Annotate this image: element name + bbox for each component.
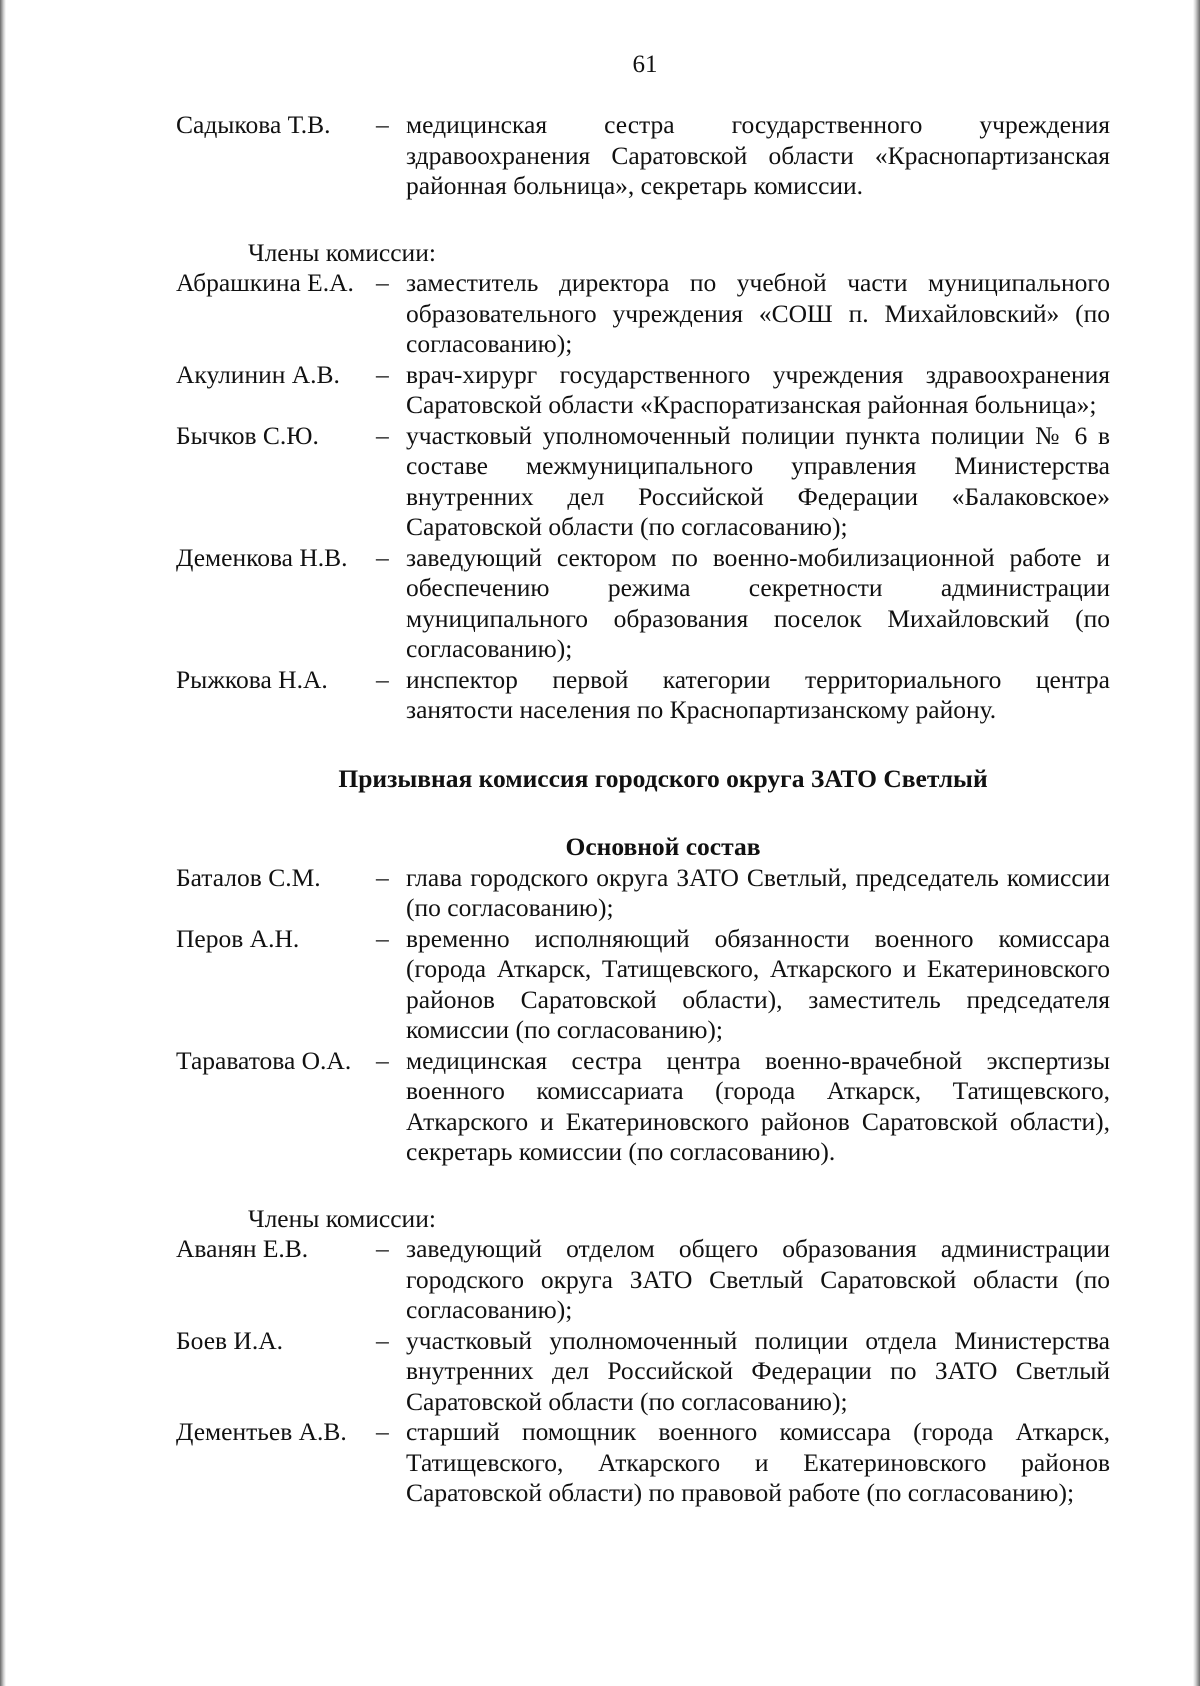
entry-dash: – xyxy=(376,862,389,892)
entry-dash: – xyxy=(376,110,389,139)
entry-dash: – xyxy=(376,542,389,572)
page-number: 61 xyxy=(632,51,658,78)
member-entry xyxy=(176,1326,1110,1418)
entry-name: Рыжкова Н.А. xyxy=(176,664,328,694)
entry-description: временно исполняющий обязанности военного комиссара (города Аткарск, Татищевского, Аткарского и Екатериновского районов Саратовской области), заместитель председателя комиссии (по согласованию); xyxy=(406,923,1110,1044)
entry-name: Тараватова О.А. xyxy=(176,1045,352,1075)
section-subheading: Основной состав xyxy=(565,832,761,861)
entry-dash: – xyxy=(376,1045,389,1075)
member-entry xyxy=(176,1234,1110,1326)
entry-dash: – xyxy=(376,664,389,694)
leader-entry xyxy=(176,863,1110,924)
entry-description: заведующий отделом общего образования администрации городского округа ЗАТО Светлый Саратовской области (по согласованию); xyxy=(406,1234,1110,1324)
entry-description: участковый уполномоченный полиции отдела Министерства внутренних дел Российской Федерации по ЗАТО Светлый Саратовской области (по согласованию); xyxy=(406,1325,1110,1416)
entry-description: старший помощник военного комиссара (города Аткарск, Татищевского, Аткарского и Екатериновского районов Саратовской области) по правовой работе (по согласованию); xyxy=(406,1417,1110,1507)
entry-dash: – xyxy=(376,1325,389,1355)
scan-edge-left xyxy=(0,0,6,1686)
entry-dash: – xyxy=(376,1234,389,1263)
entry-name: Акулинин А.В. xyxy=(176,359,340,389)
entry-description: врач-хирург государственного учреждения здравоохранения Саратовской области «Краспоратизанская районная больница»; xyxy=(406,359,1110,419)
member-entry xyxy=(176,665,1110,726)
entry-dash: – xyxy=(376,268,389,297)
entry-name: Абрашкина Е.А. xyxy=(176,268,354,297)
entry-description: медицинская сестра государственного учреждения здравоохранения Саратовской области «Краснопартизанская районная больница», секретарь комиссии. xyxy=(406,110,1110,200)
scan-edge-right xyxy=(1193,0,1200,1686)
section-heading: Призывная комиссия городского округа ЗАТО Светлый xyxy=(338,763,988,793)
members-label: Члены комиссии: xyxy=(248,1203,436,1233)
entry-description: медицинская сестра центра военно-врачебной экспертизы военного комиссариата (города Аткарск, Татищевского, Аткарского и Екатериновского районов Саратовской области), секретарь комиссии (по согласованию). xyxy=(406,1045,1110,1166)
entry-secretary xyxy=(176,110,1110,202)
leader-entry xyxy=(176,1046,1110,1168)
members-label: Члены комиссии: xyxy=(248,237,436,267)
entry-dash: – xyxy=(376,420,389,450)
entry-dash: – xyxy=(376,1417,389,1446)
entry-dash: – xyxy=(376,923,389,953)
entry-name: Деменкова Н.В. xyxy=(176,542,348,572)
leader-entry xyxy=(176,924,1110,1046)
entry-name: Аванян Е.В. xyxy=(176,1234,309,1263)
member-entry xyxy=(176,268,1110,360)
entry-description: участковый уполномоченный полиции пункта полиции № 6 в составе межмуниципального управления Министерства внутренних дел Российской Федерации «Балаковское» Саратовской области (по согласованию); xyxy=(406,420,1110,541)
document-body xyxy=(176,110,1110,1509)
member-entry xyxy=(176,543,1110,665)
member-entry xyxy=(176,360,1110,421)
entry-name: Бычков С.Ю. xyxy=(176,420,319,450)
entry-description: заместитель директора по учебной части муниципального образовательного учреждения «СОШ п. Михайловский» (по согласованию); xyxy=(406,268,1110,358)
entry-description: глава городского округа ЗАТО Светлый, председатель комиссии (по согласованию); xyxy=(406,862,1110,922)
entry-description: заведующий сектором по военно-мобилизационной работе и обеспечению режима секретности администрации муниципального образования поселок Михайловский (по согласованию); xyxy=(406,542,1110,663)
member-entry xyxy=(176,1417,1110,1509)
entry-name: Боев И.А. xyxy=(176,1325,284,1355)
entry-name: Дементьев А.В. xyxy=(176,1417,347,1446)
entry-name: Баталов С.М. xyxy=(176,862,321,892)
entry-name: Садыкова Т.В. xyxy=(176,110,331,139)
entry-dash: – xyxy=(376,359,389,389)
member-entry xyxy=(176,421,1110,543)
entry-description: инспектор первой категории территориального центра занятости населения по Краснопартизанскому району. xyxy=(406,664,1110,724)
entry-name: Перов А.Н. xyxy=(176,923,300,953)
